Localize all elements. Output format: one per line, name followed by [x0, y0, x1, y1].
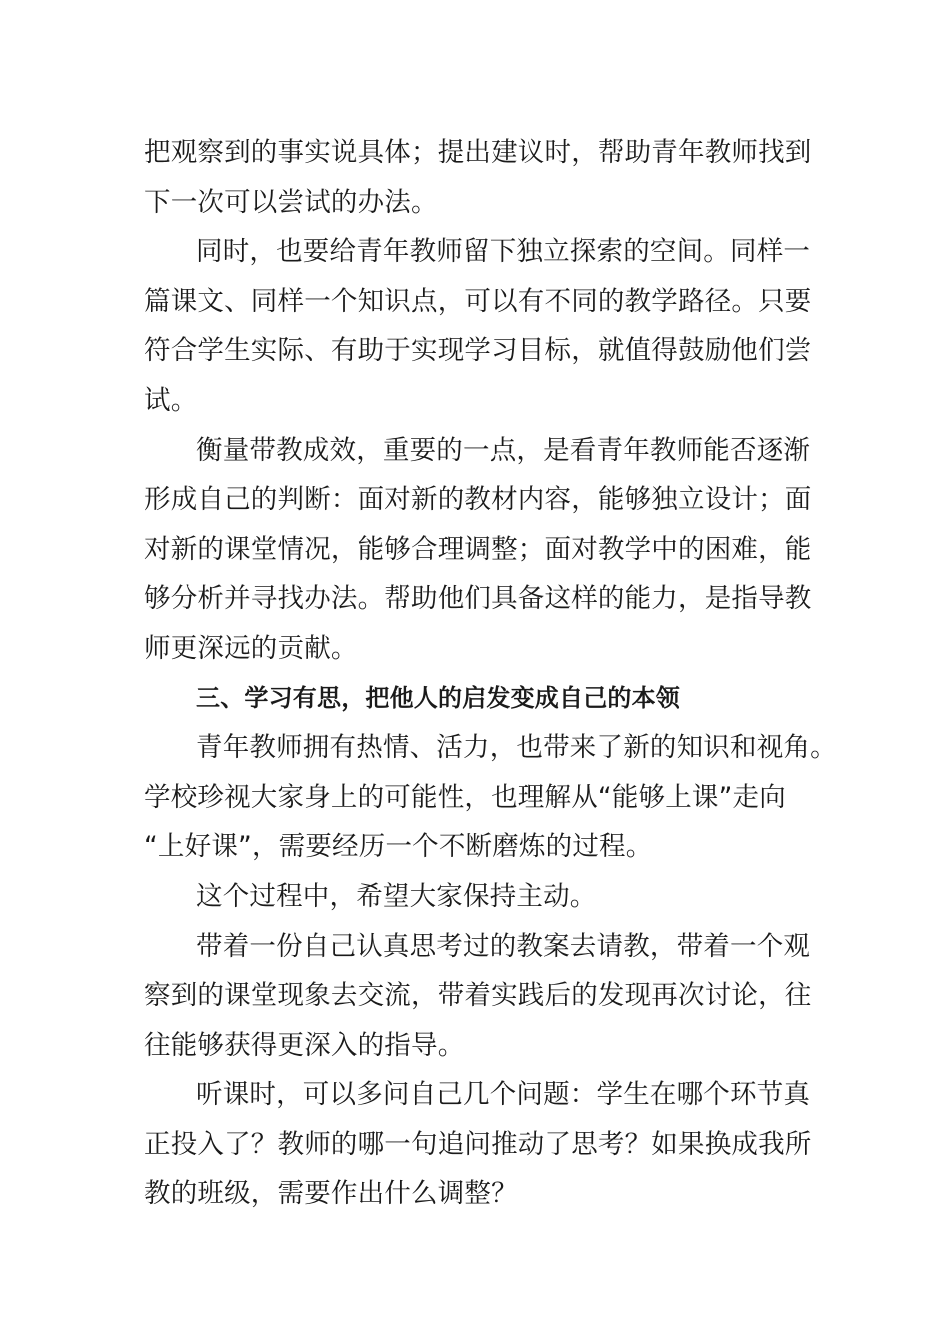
document-body: [144, 128, 837, 1219]
text-line: 正投入了？教师的哪一句追问推动了思考？如果换成我所: [144, 1128, 812, 1160]
text-line: “上好课”，需要经历一个不断磨炼的过程。: [144, 831, 653, 863]
text-line: 符合学生实际、有助于实现学习目标，就值得鼓励他们尝: [144, 335, 812, 367]
text-line: 察到的课堂现象去交流，带着实践后的发现再次讨论，往: [144, 980, 812, 1012]
text-line: 对新的课堂情况，能够合理调整；面对教学中的困难，能: [144, 533, 812, 565]
text-line: 把观察到的事实说具体；提出建议时，帮助青年教师找到: [144, 137, 812, 168]
text-line: 带着一份自己认真思考过的教案去请教，带着一个观: [196, 930, 811, 962]
text-line: 师更深远的贡献。: [144, 632, 358, 664]
text-line: 篇课文、同样一个知识点，可以有不同的教学路径。只要: [144, 285, 812, 317]
text-line: 青年教师拥有热情、活力，也带来了新的知识和视角。: [196, 732, 837, 764]
text-line: 够分析并寻找办法。帮助他们具备这样的能力，是指导教: [144, 583, 812, 615]
text-line: 往能够获得更深入的指导。: [144, 1029, 465, 1061]
section-heading: 三、学习有思，把他人的启发变成自己的本领: [196, 683, 680, 712]
text-line: 试。: [144, 384, 198, 416]
text-line: 这个过程中，希望大家保持主动。: [196, 880, 597, 912]
text-line: 同时，也要给青年教师留下独立探索的空间。同样一: [196, 236, 811, 268]
text-line: 下一次可以尝试的办法。: [144, 186, 438, 218]
text-line: 衡量带教成效，重要的一点，是看青年教师能否逐渐: [196, 434, 811, 466]
text-line: 形成自己的判断：面对新的教材内容，能够独立设计；面: [144, 484, 812, 516]
text-line: 教的班级，需要作出什么调整？: [144, 1178, 518, 1210]
text-line: 听课时，可以多问自己几个问题：学生在哪个环节真: [196, 1079, 811, 1111]
text-line: 学校珍视大家身上的可能性，也理解从“能够上课”走向: [144, 781, 786, 813]
